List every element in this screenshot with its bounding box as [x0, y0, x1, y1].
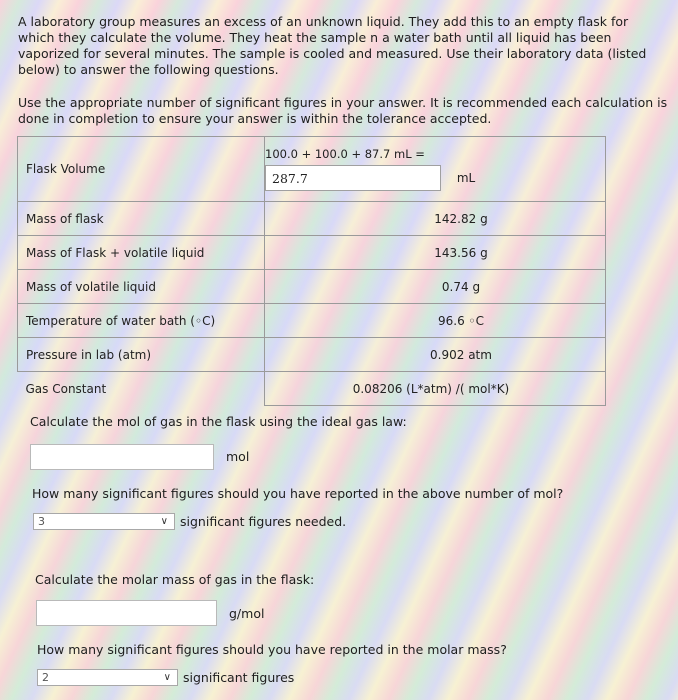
row-label: Temperature of water bath (◦C)	[18, 304, 265, 338]
mol-sigfig-suffix: significant figures needed.	[180, 514, 347, 529]
flask-volume-expression: 100.0 + 100.0 + 87.7 mL =	[265, 147, 425, 161]
table-row	[18, 304, 606, 338]
chevron-down-icon: ∨	[163, 672, 171, 683]
mol-question-prompt: Calculate the mol of gas in the flask using the ideal gas law:	[30, 414, 407, 429]
mol-unit-label: mol	[226, 449, 250, 464]
molar-mass-unit-label: g/mol	[229, 606, 265, 621]
row-value: 0.08206 (L*atm) /( mol*K)	[265, 372, 606, 406]
intro-paragraph: A laboratory group measures an excess of an unknown liquid. They add this to an empty flask for which they calculate the volume. They heat the sample n a water bath until all liquid has been vaporized for several minutes. The sample is cooled and measured. Use their laboratory data (listed below) to answer the following questions.	[18, 14, 647, 77]
table-row	[18, 372, 606, 406]
mol-answer-input[interactable]	[30, 444, 214, 470]
row-value: 96.6 ◦C	[265, 304, 606, 338]
row-label: Mass of Flask + volatile liquid	[18, 236, 265, 270]
table-row	[18, 338, 606, 372]
molar-mass-sigfig-selected: 2	[42, 671, 49, 684]
molar-mass-question-prompt: Calculate the molar mass of gas in the flask:	[35, 572, 315, 587]
mol-sigfig-prompt: How many significant figures should you have reported in the above number of mol?	[32, 486, 564, 501]
mol-sigfig-select[interactable]	[33, 513, 175, 530]
mol-sigfig-selected: 3	[38, 515, 45, 528]
molar-mass-sigfig-select[interactable]	[37, 669, 178, 686]
row-label: Gas Constant	[18, 372, 265, 406]
row-value: 143.56 g	[265, 236, 606, 270]
instructions-paragraph: Use the appropriate number of significant figures in your answer. It is recommended each calculation is done in completion to ensure your answer is within the tolerance accepted.	[18, 95, 668, 126]
row-value: 142.82 g	[265, 202, 606, 236]
flask-volume-value: 287.7	[265, 165, 441, 191]
row-label: Mass of volatile liquid	[18, 270, 265, 304]
molar-mass-sigfig-prompt: How many significant figures should you have reported in the molar mass?	[37, 642, 507, 657]
row-label: Mass of flask	[18, 202, 265, 236]
flask-volume-unit: mL	[456, 171, 476, 185]
flask-volume-label: Flask Volume	[18, 137, 265, 202]
lab-data-table	[17, 136, 606, 406]
row-label: Pressure in lab (atm)	[18, 338, 265, 372]
chevron-down-icon: ∨	[160, 516, 168, 527]
table-row	[18, 202, 606, 236]
row-value: 0.902 atm	[265, 338, 606, 372]
molar-mass-answer-input[interactable]	[36, 600, 217, 626]
table-row	[18, 270, 606, 304]
row-value: 0.74 g	[265, 270, 606, 304]
table-row	[18, 236, 606, 270]
table-row	[18, 137, 606, 202]
molar-mass-sigfig-suffix: significant figures	[183, 670, 295, 685]
